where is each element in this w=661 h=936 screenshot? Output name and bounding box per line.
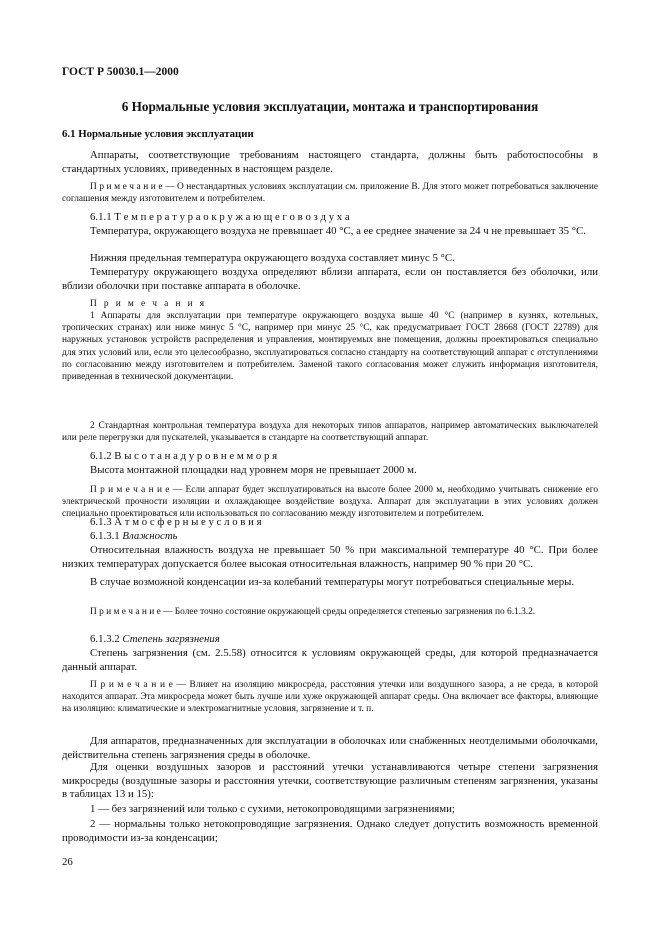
clause-title: Т е м п е р а т у р а о к р у ж а ю щ е г о в о з д у х а xyxy=(114,211,350,223)
subclause-heading xyxy=(62,633,598,647)
standard-header: ГОСТ Р 50030.1—2000 xyxy=(62,66,179,78)
clause-title: В ы с о т а н а д у р о в н е м м о р я xyxy=(114,450,278,462)
clause-heading xyxy=(62,450,598,464)
note xyxy=(62,679,598,716)
note-label: П р и м е ч а н и е — xyxy=(90,607,173,617)
paragraph: Аппараты, соответствующие требованиям настоящего стандарта, должны быть работоспособны в стандартных условиях, приведенных в настоящем разделе. xyxy=(62,149,598,175)
subclause-title: Степень загрязнения xyxy=(122,633,220,645)
clause-number: 6.1.2 xyxy=(90,450,112,462)
paragraph: Относительная влажность воздуха не превышает 50 % при максимальной температуре 40 °С. При более низких температурах допускается более высокая относительная влажность, например 90 % при 20 °С. xyxy=(62,544,598,570)
page-number: 26 xyxy=(62,856,73,868)
note: 1 Аппараты для эксплуатации при температуре окружающего воздуха выше 40 °С (например в кузнях, котельных, тропических странах) или ниже минус 5 °С, например при минус 25 °С, как предусматривает ГОСТ 28668 (ГОСТ 22789) для наружных установок устройств распределения и управления, монтируемых вне помещения, должны проектироваться специально для этих условий или, если это целесообразно, эксплуатироваться согласно стандарту на соответствующий аппарат с отступлениями по согласованию между изготовителем и потребителем. Заменой такого согласования может служить информация изготовителя, приведенная в технической документации. xyxy=(62,311,598,383)
paragraph: Для аппаратов, предназначенных для эксплуатации в оболочках или снабженных неотделимыми оболочками, действительна степень загрязнения среды в оболочке. xyxy=(62,735,598,761)
subsection-title: 6.1 Нормальные условия эксплуатации xyxy=(62,128,254,140)
note-label: П р и м е ч а н и е — xyxy=(90,680,186,690)
note-text: Если аппарат будет эксплуатироваться на высоте более 2000 м, необходимо учитывать снижение его электрической прочности изоляции и охлаждающее воздействие воздуха. Аппарат для эксплуатации в этих условиях должен специально проектироваться или использоваться по согласованию между изготовителем и потребителем. xyxy=(62,485,599,520)
clause-number: 6.1.3 xyxy=(90,516,112,528)
section-title: 6 Нормальные условия эксплуатации, монтажа и транспортирования xyxy=(121,99,539,114)
subclause-heading xyxy=(62,530,598,544)
clause-heading xyxy=(62,211,598,225)
note-text: О нестандартных условиях эксплуатации см. приложение В. Для этого может потребоваться заключение соглашения между изготовителем и потребителем. xyxy=(62,182,599,205)
subclause-number: 6.1.3.1 xyxy=(90,530,120,542)
list-item: 2 — нормальны только нетокопроводящие загрязнения. Однако следует допустить возможность временной проводимости из-за конденсации; xyxy=(62,818,598,844)
clause-number: 6.1.1 xyxy=(90,211,112,223)
paragraph: Температуру окружающего воздуха определяют вблизи аппарата, если он поставляется без оболочки, или вблизи оболочки при поставке аппарата в оболочке. xyxy=(62,266,598,292)
note-text: Влияет на изоляцию микросреда, расстояния утечки или воздушного зазора, а не среда, в которой находится аппарат. Эта микросреда может быть лучше или хуже окружающей аппарат среды. Она включает все факторы, влияющие на изоляцию: климатические и электромагнитные условия, загрязнение и т. п. xyxy=(62,680,598,715)
note-label: П р и м е ч а н и е — xyxy=(90,182,175,192)
note xyxy=(62,606,598,618)
clause-heading xyxy=(62,516,598,530)
paragraph: Степень загрязнения (см. 2.5.58) относится к условиям окружающей среды, для которой предназначается данный аппарат. xyxy=(62,647,598,673)
paragraph: В случае возможной конденсации из-за колебаний температуры могут потребоваться специальные меры. xyxy=(90,576,575,588)
subclause-title: Влажность xyxy=(122,530,178,542)
note xyxy=(62,181,598,205)
paragraph: Температура, окружающего воздуха не превышает 40 °С, а ее среднее значение за 24 ч не превышает 35 °С. xyxy=(90,225,586,237)
paragraph: Для оценки воздушных зазоров и расстояний утечки устанавливаются четыре степени загрязнения микросреды (воздушные зазоры и расстояния утечки, соответствующие различным степеням загрязнения, указаны в таблицах 13 и 15): xyxy=(62,761,598,800)
notes-label: П р и м е ч а н и я xyxy=(90,299,207,309)
note: 2 Стандартная контрольная температура воздуха для некоторых типов аппаратов, например автоматических выключателей или реле перегрузки для пускателей, указывается в стандарте на соответствующий аппарат. xyxy=(62,421,598,444)
note-text: Более точно состояние окружающей среды определяется степенью загрязнения по 6.1.3.2. xyxy=(172,607,536,617)
subclause-number: 6.1.3.2 xyxy=(90,633,120,645)
clause-title: А т м о с ф е р н ы е у с л о в и я xyxy=(114,516,262,528)
note-label: П р и м е ч а н и е — xyxy=(90,485,183,495)
paragraph: Нижняя предельная температура окружающего воздуха составляет минус 5 °С. xyxy=(90,252,455,264)
list-item: 1 — без загрязнений или только с сухими, нетокопроводящими загрязнениями; xyxy=(90,803,455,815)
paragraph: Высота монтажной площадки над уровнем моря не превышает 2000 м. xyxy=(90,464,417,476)
